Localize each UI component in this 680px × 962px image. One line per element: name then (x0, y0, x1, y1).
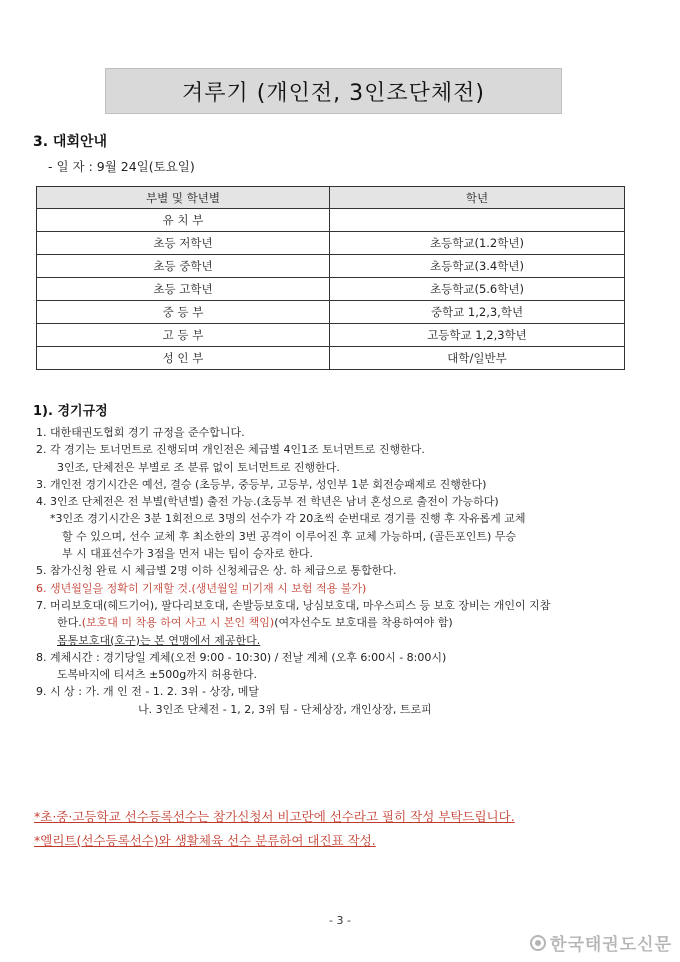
rule-4: 4. 3인조 단체전은 전 부별(학년별) 출전 가능.(초등부 전 학년은 남녀 혼성으로 출전이 가능하다) (36, 495, 499, 509)
rule-7-body-protector (36, 632, 656, 649)
section-heading: 3. 대회안내 (33, 134, 108, 150)
table-cell-grade (330, 209, 625, 232)
rule-8: 8. 계체시간 : 경기당일 계체(오전 9:00 - 10:30) / 전날 계체 (오후 6:00시 - 8:00시) (36, 650, 447, 664)
table-row (37, 209, 625, 232)
table-cell-grade: 초등학교(1.2학년) (330, 232, 625, 255)
table-row (37, 324, 625, 347)
rule-3: 3. 개인전 경기시간은 예선, 결승 (초등부, 중등부, 고등부, 성인부 1분 회전승패제로 진행한다) (36, 477, 487, 491)
table-cell-division: 유 치 부 (37, 209, 330, 232)
page-title: 겨루기 (개인전, 3인조단체전) (105, 68, 562, 114)
rules-heading: 1). 경기규정 (33, 404, 108, 419)
rule-6: 6. 생년월일을 정확히 기재할 것.(생년월일 미기재 시 보험 적용 불가) (36, 581, 367, 595)
table-row (37, 278, 625, 301)
rule-7-text: 한다. (57, 616, 82, 630)
footer-notes (34, 805, 515, 853)
division-table (36, 186, 625, 370)
rule-1: 1. 대한태권도협회 경기 규정을 준수합니다. (36, 426, 245, 439)
table-cell-division: 초등 중학년 (37, 255, 330, 278)
rule-9: 9. 시 상 : 가. 개 인 전 - 1. 2. 3위 - 상장, 메달 (36, 685, 259, 699)
rule-4-note-cont: 할 수 있으며, 선수 교체 후 최소한의 3번 공격이 이루어진 후 교체 가능하며, (골든포인트) 무승 (62, 529, 517, 543)
watermark-text: 한국태권도신문 (550, 935, 672, 955)
table-row (37, 255, 625, 278)
table-header-grade: 학년 (330, 187, 625, 209)
table-row (37, 347, 625, 370)
rules-list (36, 424, 656, 718)
table-cell-grade: 대학/일반부 (330, 347, 625, 370)
rule-2: 2. 각 경기는 토너먼트로 진행되며 개인전은 체급별 4인1조 토너먼트로 진행한다. (36, 443, 425, 457)
table-row (37, 232, 625, 255)
rule-4-note-cont: 부 시 대표선수가 3점을 먼저 내는 팀이 승자로 한다. (62, 547, 313, 561)
rule-4-note: *3인조 경기시간은 3분 1회전으로 3명의 선수가 각 20초씩 순번대로 경기를 진행 후 자유롭게 교체 (50, 512, 526, 526)
rule-2-cont: 3인조, 단체전은 부별로 조 분류 없이 토너먼트로 진행한다. (57, 460, 340, 474)
table-header-division: 부별 및 학년별 (37, 187, 330, 209)
rule-9-cont: 나. 3인조 단체전 - 1, 2, 3위 팀 - 단체상장, 개인상장, 트로피 (138, 702, 432, 716)
table-cell-grade: 중학교 1,2,3,학년 (330, 301, 625, 324)
rule-8-cont: 도복바지에 티셔츠 ±500g까지 허용한다. (57, 668, 257, 682)
table-cell-division: 중 등 부 (37, 301, 330, 324)
rule-7-body-protector-text: 몸통보호대(호구)는 본 연맹에서 제공한다. (57, 633, 261, 647)
table-cell-grade: 초등학교(5.6학년) (330, 278, 625, 301)
page-number: - 3 - (329, 914, 351, 927)
table-row (37, 301, 625, 324)
note-registration: *초·중·고등학교 선수등록선수는 참가신청서 비고란에 선수라고 필히 작성 부탁드립니다. (34, 809, 515, 824)
rule-7-note: (여자선수도 보호대를 착용하여야 함) (274, 616, 453, 630)
rule-7: 7. 머리보호대(헤드기어), 팔다리보호대, 손발등보호대, 낭심보호대, 마우스피스 등 보호 장비는 개인이 지참 (36, 598, 551, 612)
table-cell-grade: 초등학교(3.4학년) (330, 255, 625, 278)
table-cell-division: 초등 고학년 (37, 278, 330, 301)
rule-7-warning: (보호대 미 착용 하여 사고 시 본인 책임) (81, 616, 275, 630)
table-cell-division: 초등 저학년 (37, 232, 330, 255)
table-cell-division: 성 인 부 (37, 347, 330, 370)
table-cell-division: 고 등 부 (37, 324, 330, 347)
table-header-row (37, 187, 625, 209)
note-bracket: *엘리트(선수등록선수)와 생활체육 선수 분류하여 대진표 작성. (34, 833, 376, 848)
watermark (530, 930, 672, 955)
table-cell-grade: 고등학교 1,2,3학년 (330, 324, 625, 347)
event-date: - 일 자 : 9월 24일(토요일) (48, 159, 195, 174)
rule-5: 5. 참가신청 완료 시 체급별 2명 이하 신청체급은 상. 하 체급으로 통합한다. (36, 564, 397, 578)
watermark-logo-icon (530, 935, 546, 951)
rule-7-cont (36, 614, 656, 631)
